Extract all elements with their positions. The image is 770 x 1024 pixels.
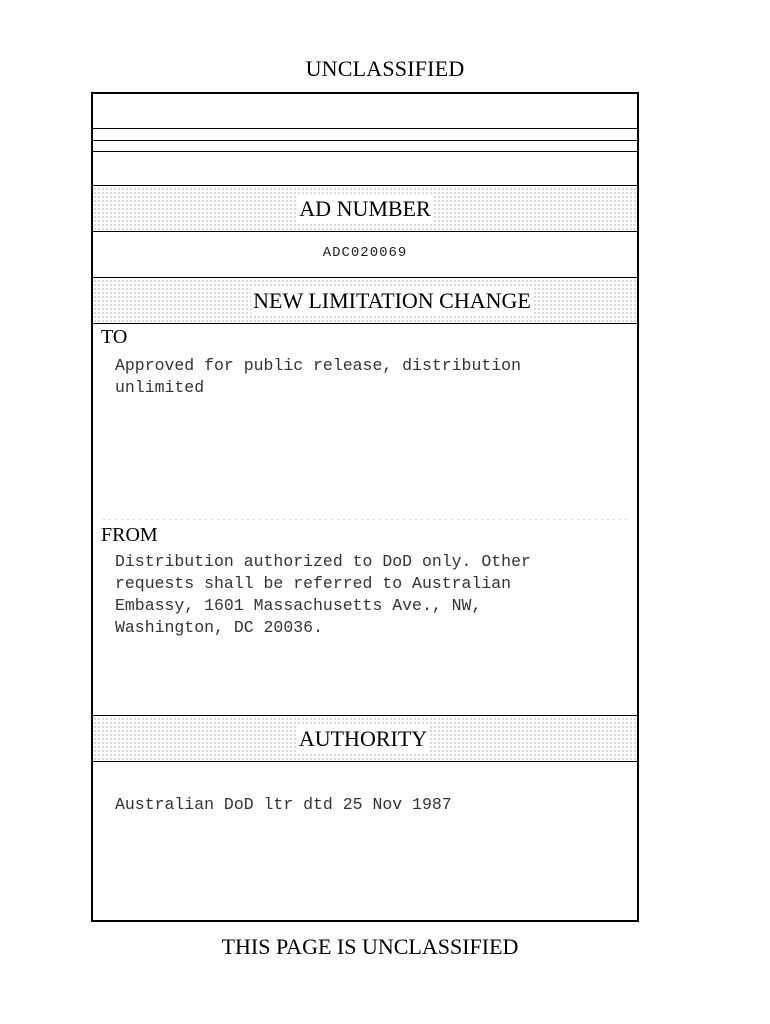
limitation-change-label: NEW LIMITATION CHANGE (253, 288, 531, 313)
classification-top: UNCLASSIFIED (305, 56, 465, 81)
divider-line (93, 140, 637, 141)
divider-line (93, 185, 637, 186)
authority-label: AUTHORITY (298, 726, 428, 751)
ad-number-header (93, 187, 637, 231)
divider-line (93, 277, 637, 278)
ad-number-value: ADC020069 (322, 245, 408, 261)
to-heading: TO (101, 326, 128, 348)
divider-line (93, 151, 637, 152)
from-heading: FROM (101, 524, 158, 546)
document-frame (91, 92, 639, 922)
classification-bottom: THIS PAGE IS UNCLASSIFIED (221, 934, 519, 959)
to-text: Approved for public release, distribution unlimited (115, 356, 521, 397)
divider-line (93, 231, 637, 232)
section-separator (101, 518, 631, 521)
divider-line (93, 323, 637, 324)
limitation-change-header (93, 279, 637, 323)
from-text: Distribution authorized to DoD only. Other requests shall be referred to Australian Embassy, 1601 Massachusetts Ave., NW, Washington, DC 20036. (115, 552, 531, 637)
divider-line (93, 715, 637, 716)
ad-number-label: AD NUMBER (299, 196, 431, 221)
authority-text: Australian DoD ltr dtd 25 Nov 1987 (115, 795, 452, 814)
authority-header (93, 717, 637, 761)
divider-line (93, 761, 637, 762)
divider-line (93, 128, 637, 129)
